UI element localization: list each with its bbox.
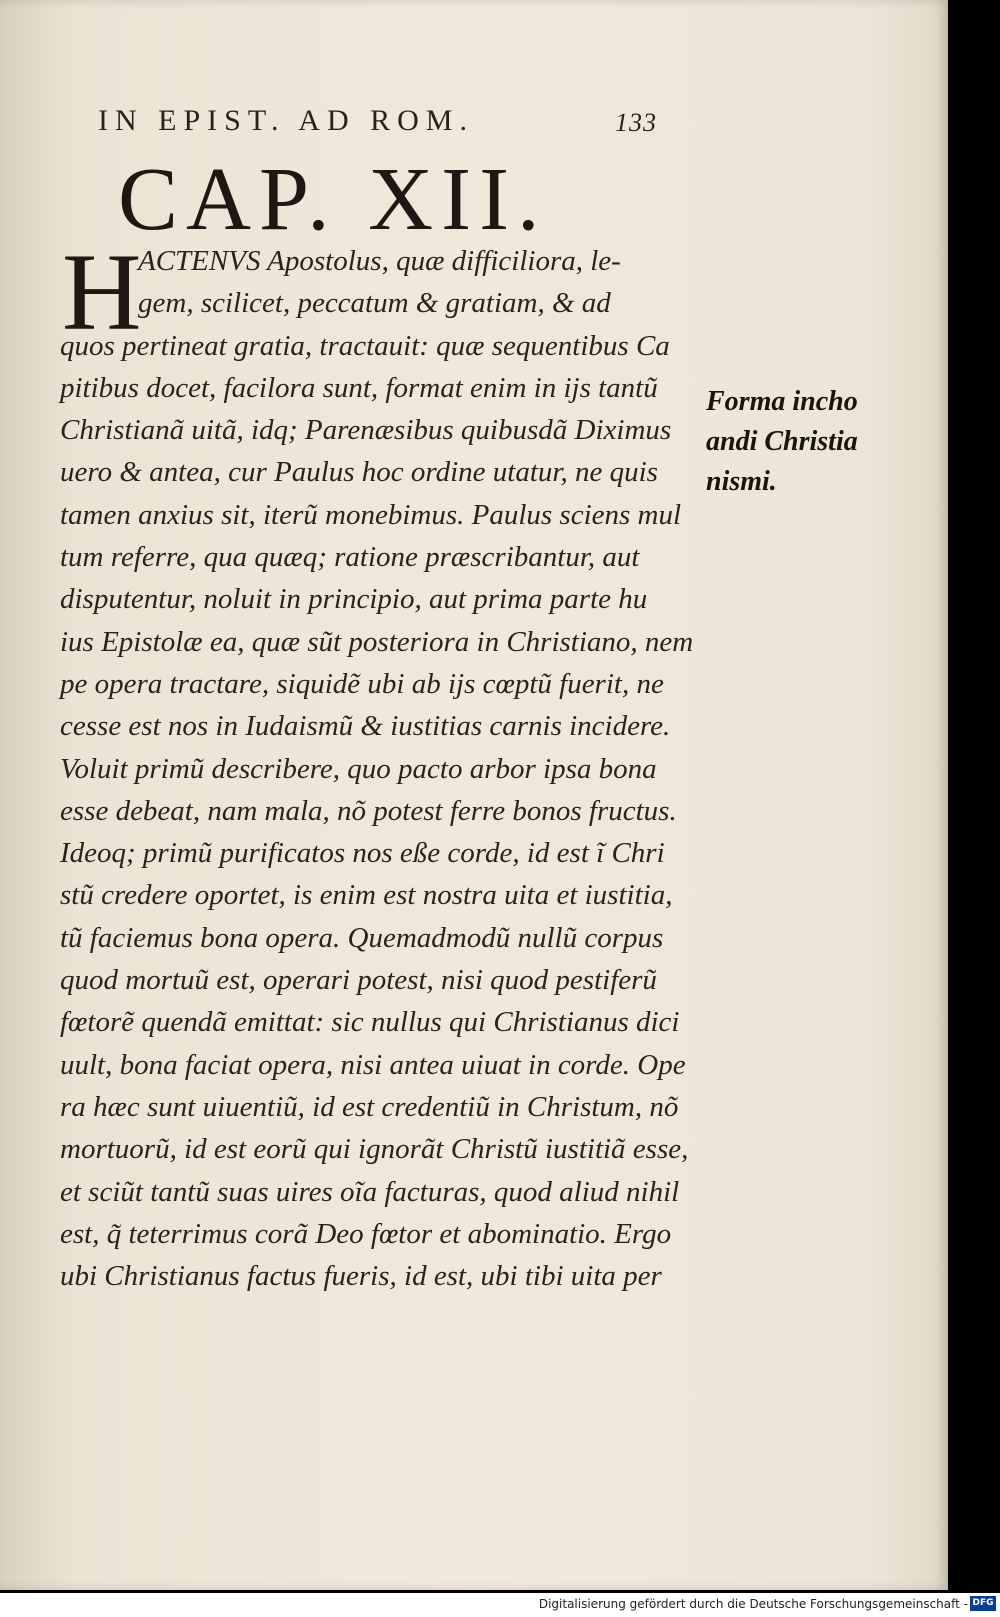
text-line: cesse est nos in Iudaismũ & iustitias carnis incidere. <box>60 710 671 743</box>
margin-note-line: Forma incho <box>706 386 858 417</box>
body-text <box>60 231 735 1297</box>
text-line: tamen anxius sit, iterũ monebimus. Paulus sciens mul <box>60 498 682 531</box>
digitization-credit: Digitalisierung gefördert durch die Deutsche Forschungsgemeinschaft - <box>538 1597 968 1611</box>
text-line: uero & antea, cur Paulus hoc ordine utatur, ne quis <box>60 456 658 489</box>
margin-note <box>706 382 906 502</box>
page-number: 133 <box>615 108 657 137</box>
running-header <box>98 104 678 146</box>
text-line: gem, scilicet, peccatum & gratiam, & ad <box>138 287 611 320</box>
text-line: ACTENVS Apostolus, quæ difficiliora, le- <box>138 245 621 277</box>
text-line: pitibus docet, facilora sunt, format enim in ijs tantũ <box>60 371 658 404</box>
text-line: fœtorẽ quendã emittat: sic nullus qui Christianus dici <box>60 1006 680 1039</box>
text-line: tum referre, qua quæq; ratione præscribantur, aut <box>60 541 640 574</box>
text-line: ra hæc sunt uiuentiũ, id est credentiũ in Christum, nõ <box>60 1090 679 1123</box>
text-line: ubi Christianus factus fueris, id est, ubi tibi uita per <box>60 1260 662 1293</box>
text-line: est, q̃ teterrimus corã Deo fœtor et abominatio. Ergo <box>60 1217 672 1250</box>
text-line: ius Epistolæ ea, quæ sũt posteriora in Christiano, nem <box>60 625 694 658</box>
text-line: tũ faciemus bona opera. Quemadmodũ nullũ corpus <box>60 921 664 954</box>
running-title: IN EPIST. AD ROM. <box>98 104 474 137</box>
text-line: quod mortuũ est, operari potest, nisi quod pestiferũ <box>60 964 657 997</box>
text-line: quos pertineat gratia, tractauit: quæ sequentibus Ca <box>60 329 670 362</box>
text-line: et sciũt tantũ suas uires oĩa facturas, quod aliud nihil <box>60 1175 680 1208</box>
text-line: uult, bona faciat opera, nisi antea uiuat in corde. Ope <box>60 1048 686 1081</box>
text-line: pe opera tractare, siquidẽ ubi ab ijs cœptũ fuerit, ne <box>60 667 664 700</box>
text-line: stũ credere oportet, is enim est nostra uita et iustitia, <box>60 879 673 912</box>
text-line: Voluit primũ describere, quo pacto arbor ipsa bona <box>60 752 657 785</box>
text-line: esse debeat, nam mala, nõ potest ferre bonos fructus. <box>60 794 677 827</box>
drop-cap: H <box>62 231 142 353</box>
chapter-heading: CAP. XII. <box>118 150 548 249</box>
text-line: mortuorũ, id est eorũ qui ignorãt Christũ iustitiã esse, <box>60 1133 689 1166</box>
margin-note-line: andi Christia <box>706 426 858 457</box>
dfg-logo: DFG <box>970 1596 996 1611</box>
text-line: Ideoq; primũ purificatos nos eße corde, id est ĩ Chri <box>60 837 665 870</box>
text-line: Christianã uitã, idq; Parenæsibus quibusdã Diximus <box>60 414 672 447</box>
margin-note-line: nismi. <box>706 466 777 497</box>
text-line: disputentur, noluit in principio, aut prima parte hu <box>60 583 648 616</box>
